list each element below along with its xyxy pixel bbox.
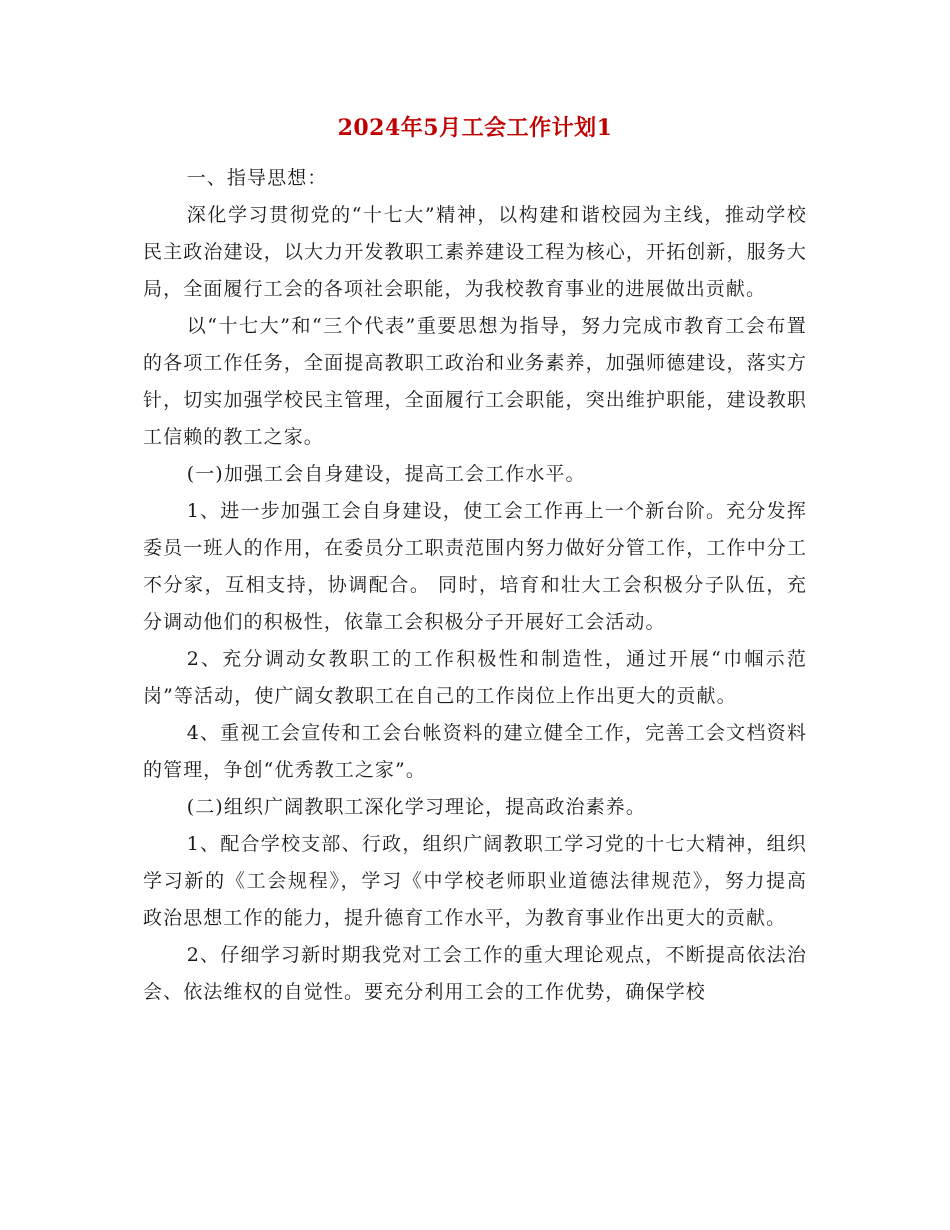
body-paragraph: 1、配合学校支部、行政，组织广阔教职工学习党的十七大精神，组织学习新的《工会规程》，学习《中学校老师职业道德法律规范》，努力提高政治思想工作的能力，提升德育工作水平，为教育事业作出更大的贡献。 — [143, 833, 807, 929]
section-heading: (一)加强工会自身建设，提高工会工作水平。 — [186, 463, 586, 485]
body-paragraph: 2、充分调动女教职工的工作积极性和制造性，通过开展“巾帼示范岗”等活动，使广阔女教职工在自己的工作岗位上作出更大的贡献。 — [143, 648, 807, 707]
section-heading: (二)组织广阔教职工深化学习理论，提高政治素养。 — [186, 796, 646, 818]
body-paragraph: 以“十七大”和“三个代表”重要思想为指导，努力完成市教育工会布置的各项工作任务，全面提高教职工政治和业务素养，加强师德建设，落实方针，切实加强学校民主管理，全面履行工会职能，突出维护职能，建设教职工信赖的教工之家。 — [143, 315, 807, 448]
document-title: 2024年5月工会工作计划1 — [337, 115, 613, 141]
body-paragraph: 2、仔细学习新时期我党对工会工作的重大理论观点，不断提高依法治会、依法维权的自觉性。要充分利用工会的工作优势，确保学校 — [143, 944, 807, 1003]
body-paragraph: 深化学习贯彻党的“十七大”精神，以构建和谐校园为主线，推动学校民主政治建设，以大力开发教职工素养建设工程为核心，开拓创新，服务大局，全面履行工会的各项社会职能，为我校教育事业的进展做出贡献。 — [143, 204, 807, 300]
heading-guiding-ideology: 一、指导思想： — [186, 167, 328, 189]
document-body — [143, 160, 807, 1011]
body-paragraph: 4、重视工会宣传和工会台帐资料的建立健全工作，完善工会文档资料的管理，争创“优秀教工之家”。 — [143, 722, 807, 781]
body-paragraph: 1、进一步加强工会自身建设，使工会工作再上一个新台阶。充分发挥委员一班人的作用，在委员分工职责范围内努力做好分管工作，工作中分工不分家，互相支持，协调配合。 同时，培育和壮大工会积极分子队伍，充分调动他们的积极性，依靠工会积极分子开展好工会活动。 — [143, 500, 807, 633]
